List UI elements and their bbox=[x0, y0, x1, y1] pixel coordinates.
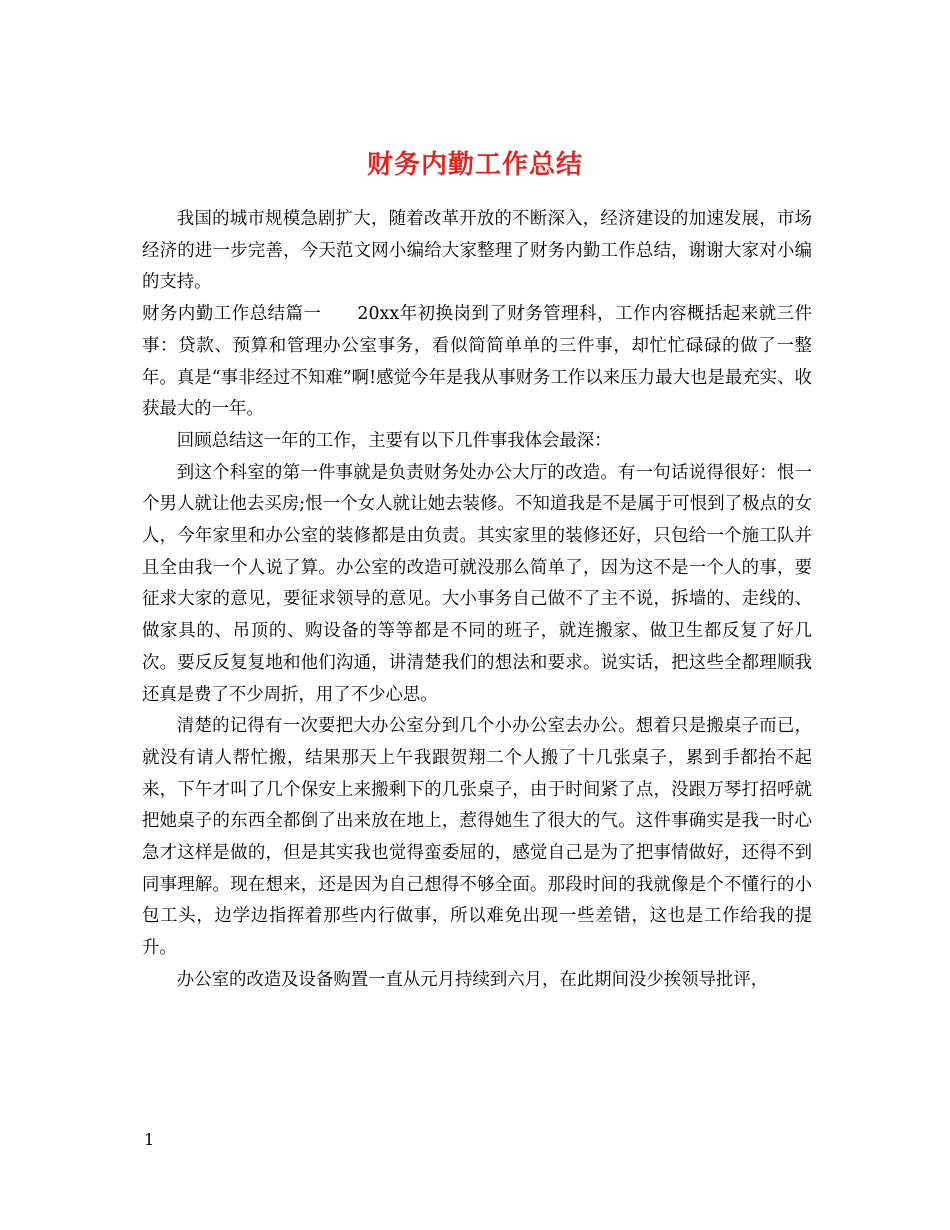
paragraph-office-renovation: 到这个科室的第一件事就是负责财务处办公大厅的改造。有一句话说得很好：恨一个男人就让他去买房;恨一个女人就让她去装修。不知道我是不是属于可恨到了极点的女人，今年家里和办公室的装修都是由负责。其实家里的装修还好，只包给一个施工队并且全由我一个人说了算。办公室的改造可就没那么简单了，因为这不是一个人的事，要征求大家的意见，要征求领导的意见。大小事务自己做不了主不说，拆墙的、走线的、做家具的、吊顶的、购设备的等等都是不同的班子，就连搬家、做卫生都反复了好几次。要反反复复地和他们沟通，讲清楚我们的想法和要求。说实话，把这些全都理顺我还真是费了不少周折，用了不少心思。 bbox=[142, 462, 812, 705]
page-number: 1 bbox=[144, 1130, 155, 1149]
document-body bbox=[142, 204, 812, 997]
paragraph-moving-desks: 清楚的记得有一次要把大办公室分到几个小办公室去办公。想着只是搬桌子而已，就没有请人帮忙搬，结果那天上午我跟贺翔二个人搬了十几张桌子，累到手都抬不起来，下午才叫了几个保安上来搬剩下的几张桌子，由于时间紧了点，没跟万琴打招呼就把她桌子的东西全都倒了出来放在地上，惹得她生了很大的气。这件事确实是我一时心急才这样是做的，但是其实我也觉得蛮委屈的，感觉自己是为了把事情做好，还得不到同事理解。现在想来，还是因为自己想得不够全面。那段时间的我就像是个不懂行的小包工头，边学边指挥着那些内行做事，所以难免出现一些差错，这也是工作给我的提升。 bbox=[142, 716, 812, 959]
paragraph-intro: 我国的城市规模急剧扩大，随着改革开放的不断深入，经济建设的加速发展，市场经济的进一步完善，今天范文网小编给大家整理了财务内勤工作总结，谢谢大家对小编的支持。 bbox=[142, 209, 812, 293]
document-title: 财务内勤工作总结 bbox=[366, 150, 583, 181]
paragraph-equipment-purchase: 办公室的改造及设备购置一直从元月持续到六月，在此期间没少挨领导批评， bbox=[176, 969, 769, 990]
paragraph-section-one: 财务内勤工作总结篇一 20xx年初换岗到了财务管理科，工作内容概括起来就三件事：贷款、预算和管理办公室事务，看似简简单单的三件事，却忙忙碌碌的做了一整年。真是“事非经过不知难”啊!感觉今年是我从事财务工作以来压力最大也是最充实、收获最大的一年。 bbox=[142, 304, 812, 420]
paragraph-review: 回顾总结这一年的工作，主要有以下几件事我体会最深： bbox=[176, 430, 612, 451]
